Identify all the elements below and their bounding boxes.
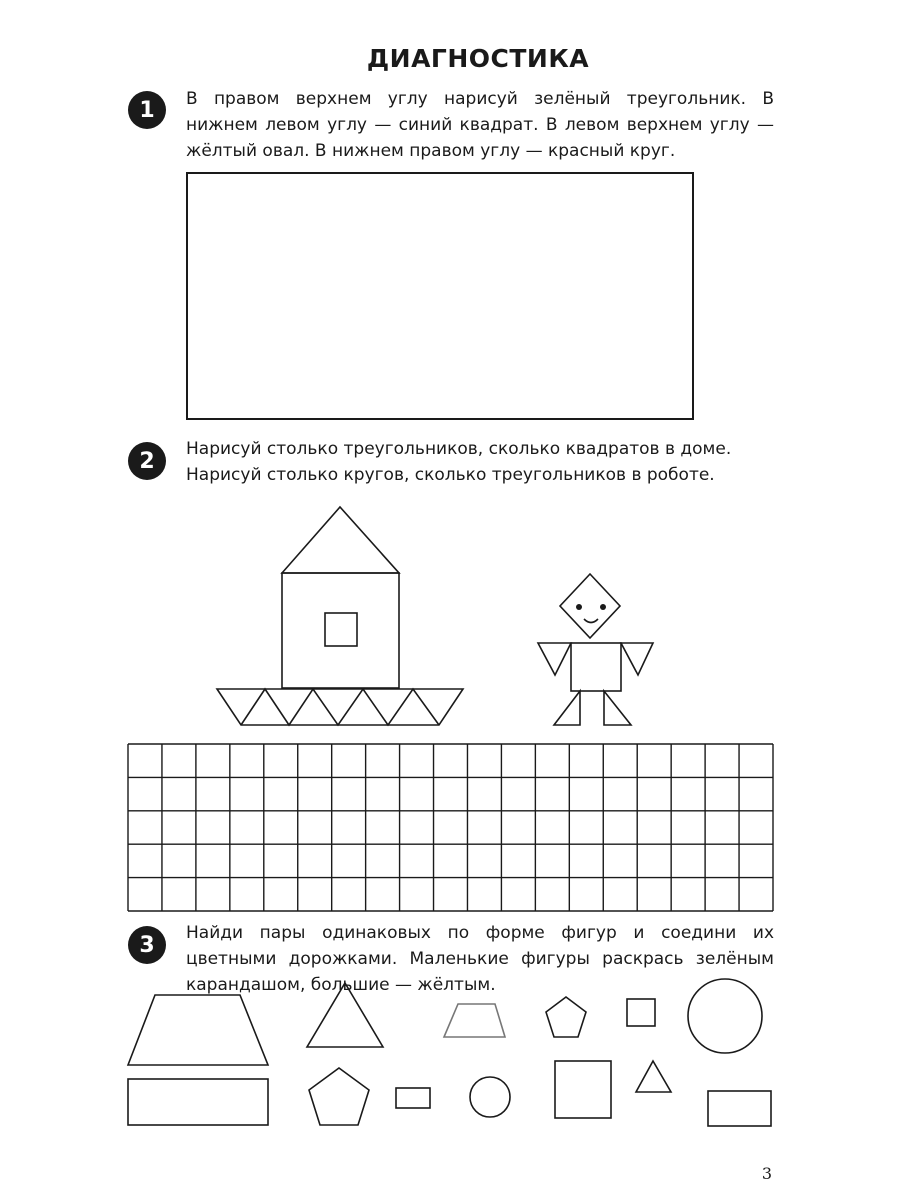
task-3-text: Найди пары одинаковых по форме фигур и соедини их цветными дорожками. Маленькие фигуры раскрась зелёным карандашом, большие — жёлтым. [186,923,774,995]
page-title: ДИАГНОСТИКА [366,44,590,73]
large-square[interactable] [555,1061,611,1118]
small-rectangle[interactable] [396,1088,430,1108]
small-circle[interactable] [470,1077,510,1117]
medium-rectangle[interactable] [708,1091,771,1126]
task-3-number-badge: 3 [128,926,166,964]
large-trapezoid[interactable] [128,995,268,1065]
large-circle[interactable] [688,979,762,1053]
task-2-line-1: Нарисуй столько треугольников, сколько квадратов в доме. [186,439,732,459]
large-rectangle[interactable] [128,1079,268,1125]
large-triangle[interactable] [307,983,383,1047]
small-square[interactable] [627,999,655,1026]
task-2-line-2: Нарисуй столько кругов, сколько треугольников в роботе. [186,465,715,485]
small-pentagon[interactable] [546,997,586,1037]
task-2-number-badge: 2 [128,442,166,480]
task-1-number-badge: 1 [128,91,166,129]
large-pentagon[interactable] [309,1068,369,1125]
task-1-text: В правом верхнем углу нарисуй зелёный треугольник. В нижнем левом углу — синий квадрат. В левом верхнем углу — жёлтый овал. В нижнем правом углу — красный круг. [186,89,774,161]
small-trapezoid[interactable] [444,1004,505,1037]
small-triangle[interactable] [636,1061,671,1092]
page-number: 3 [761,1164,772,1183]
